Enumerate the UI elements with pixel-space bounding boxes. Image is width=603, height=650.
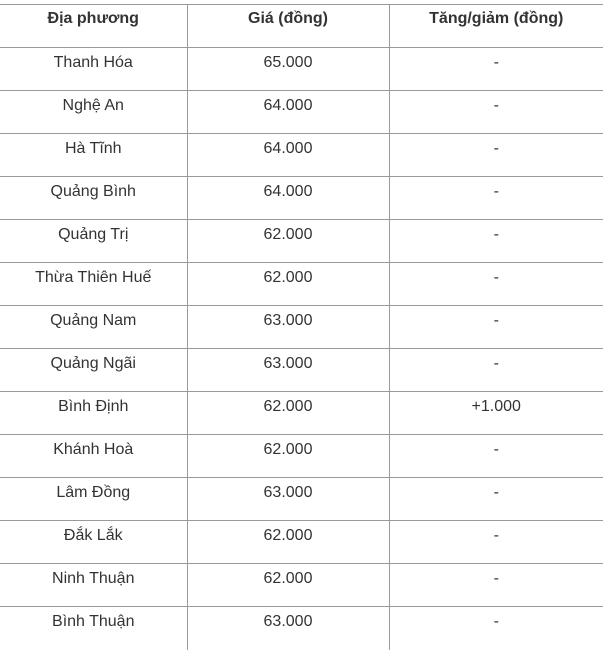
price-table-container <box>0 4 603 650</box>
cell-price: 62.000 <box>187 564 389 607</box>
cell-change: - <box>389 220 603 263</box>
cell-change: - <box>389 435 603 478</box>
cell-price: 63.000 <box>187 478 389 521</box>
table-header-row <box>0 5 603 48</box>
table-row <box>0 349 603 392</box>
cell-region: Nghệ An <box>0 91 187 134</box>
cell-change: - <box>389 134 603 177</box>
table-row <box>0 91 603 134</box>
cell-change: +1.000 <box>389 392 603 435</box>
table-row <box>0 263 603 306</box>
table-row <box>0 521 603 564</box>
cell-price: 62.000 <box>187 263 389 306</box>
table-row <box>0 306 603 349</box>
cell-region: Khánh Hoà <box>0 435 187 478</box>
cell-region: Bình Thuận <box>0 607 187 650</box>
cell-region: Bình Định <box>0 392 187 435</box>
cell-price: 65.000 <box>187 48 389 91</box>
price-table <box>0 4 603 650</box>
cell-price: 62.000 <box>187 392 389 435</box>
cell-change: - <box>389 306 603 349</box>
header-price: Giá (đồng) <box>187 5 389 48</box>
cell-region: Quảng Bình <box>0 177 187 220</box>
cell-change: - <box>389 564 603 607</box>
cell-region: Thừa Thiên Huế <box>0 263 187 306</box>
cell-change: - <box>389 478 603 521</box>
cell-change: - <box>389 521 603 564</box>
cell-change: - <box>389 263 603 306</box>
cell-change: - <box>389 349 603 392</box>
cell-region: Quảng Nam <box>0 306 187 349</box>
table-row <box>0 48 603 91</box>
cell-price: 64.000 <box>187 91 389 134</box>
table-row <box>0 392 603 435</box>
cell-price: 64.000 <box>187 134 389 177</box>
cell-region: Đắk Lắk <box>0 521 187 564</box>
header-region: Địa phương <box>0 5 187 48</box>
cell-price: 62.000 <box>187 521 389 564</box>
table-row <box>0 478 603 521</box>
table-row <box>0 220 603 263</box>
cell-region: Ninh Thuận <box>0 564 187 607</box>
cell-change: - <box>389 607 603 650</box>
header-change: Tăng/giảm (đồng) <box>389 5 603 48</box>
cell-region: Thanh Hóa <box>0 48 187 91</box>
cell-change: - <box>389 48 603 91</box>
cell-price: 64.000 <box>187 177 389 220</box>
cell-region: Quảng Trị <box>0 220 187 263</box>
table-row <box>0 435 603 478</box>
cell-price: 63.000 <box>187 306 389 349</box>
table-row <box>0 564 603 607</box>
cell-change: - <box>389 91 603 134</box>
cell-price: 63.000 <box>187 349 389 392</box>
table-row <box>0 607 603 650</box>
cell-change: - <box>389 177 603 220</box>
table-row <box>0 177 603 220</box>
cell-price: 62.000 <box>187 435 389 478</box>
cell-region: Quảng Ngãi <box>0 349 187 392</box>
cell-price: 62.000 <box>187 220 389 263</box>
cell-region: Lâm Đồng <box>0 478 187 521</box>
cell-price: 63.000 <box>187 607 389 650</box>
cell-region: Hà Tĩnh <box>0 134 187 177</box>
table-row <box>0 134 603 177</box>
